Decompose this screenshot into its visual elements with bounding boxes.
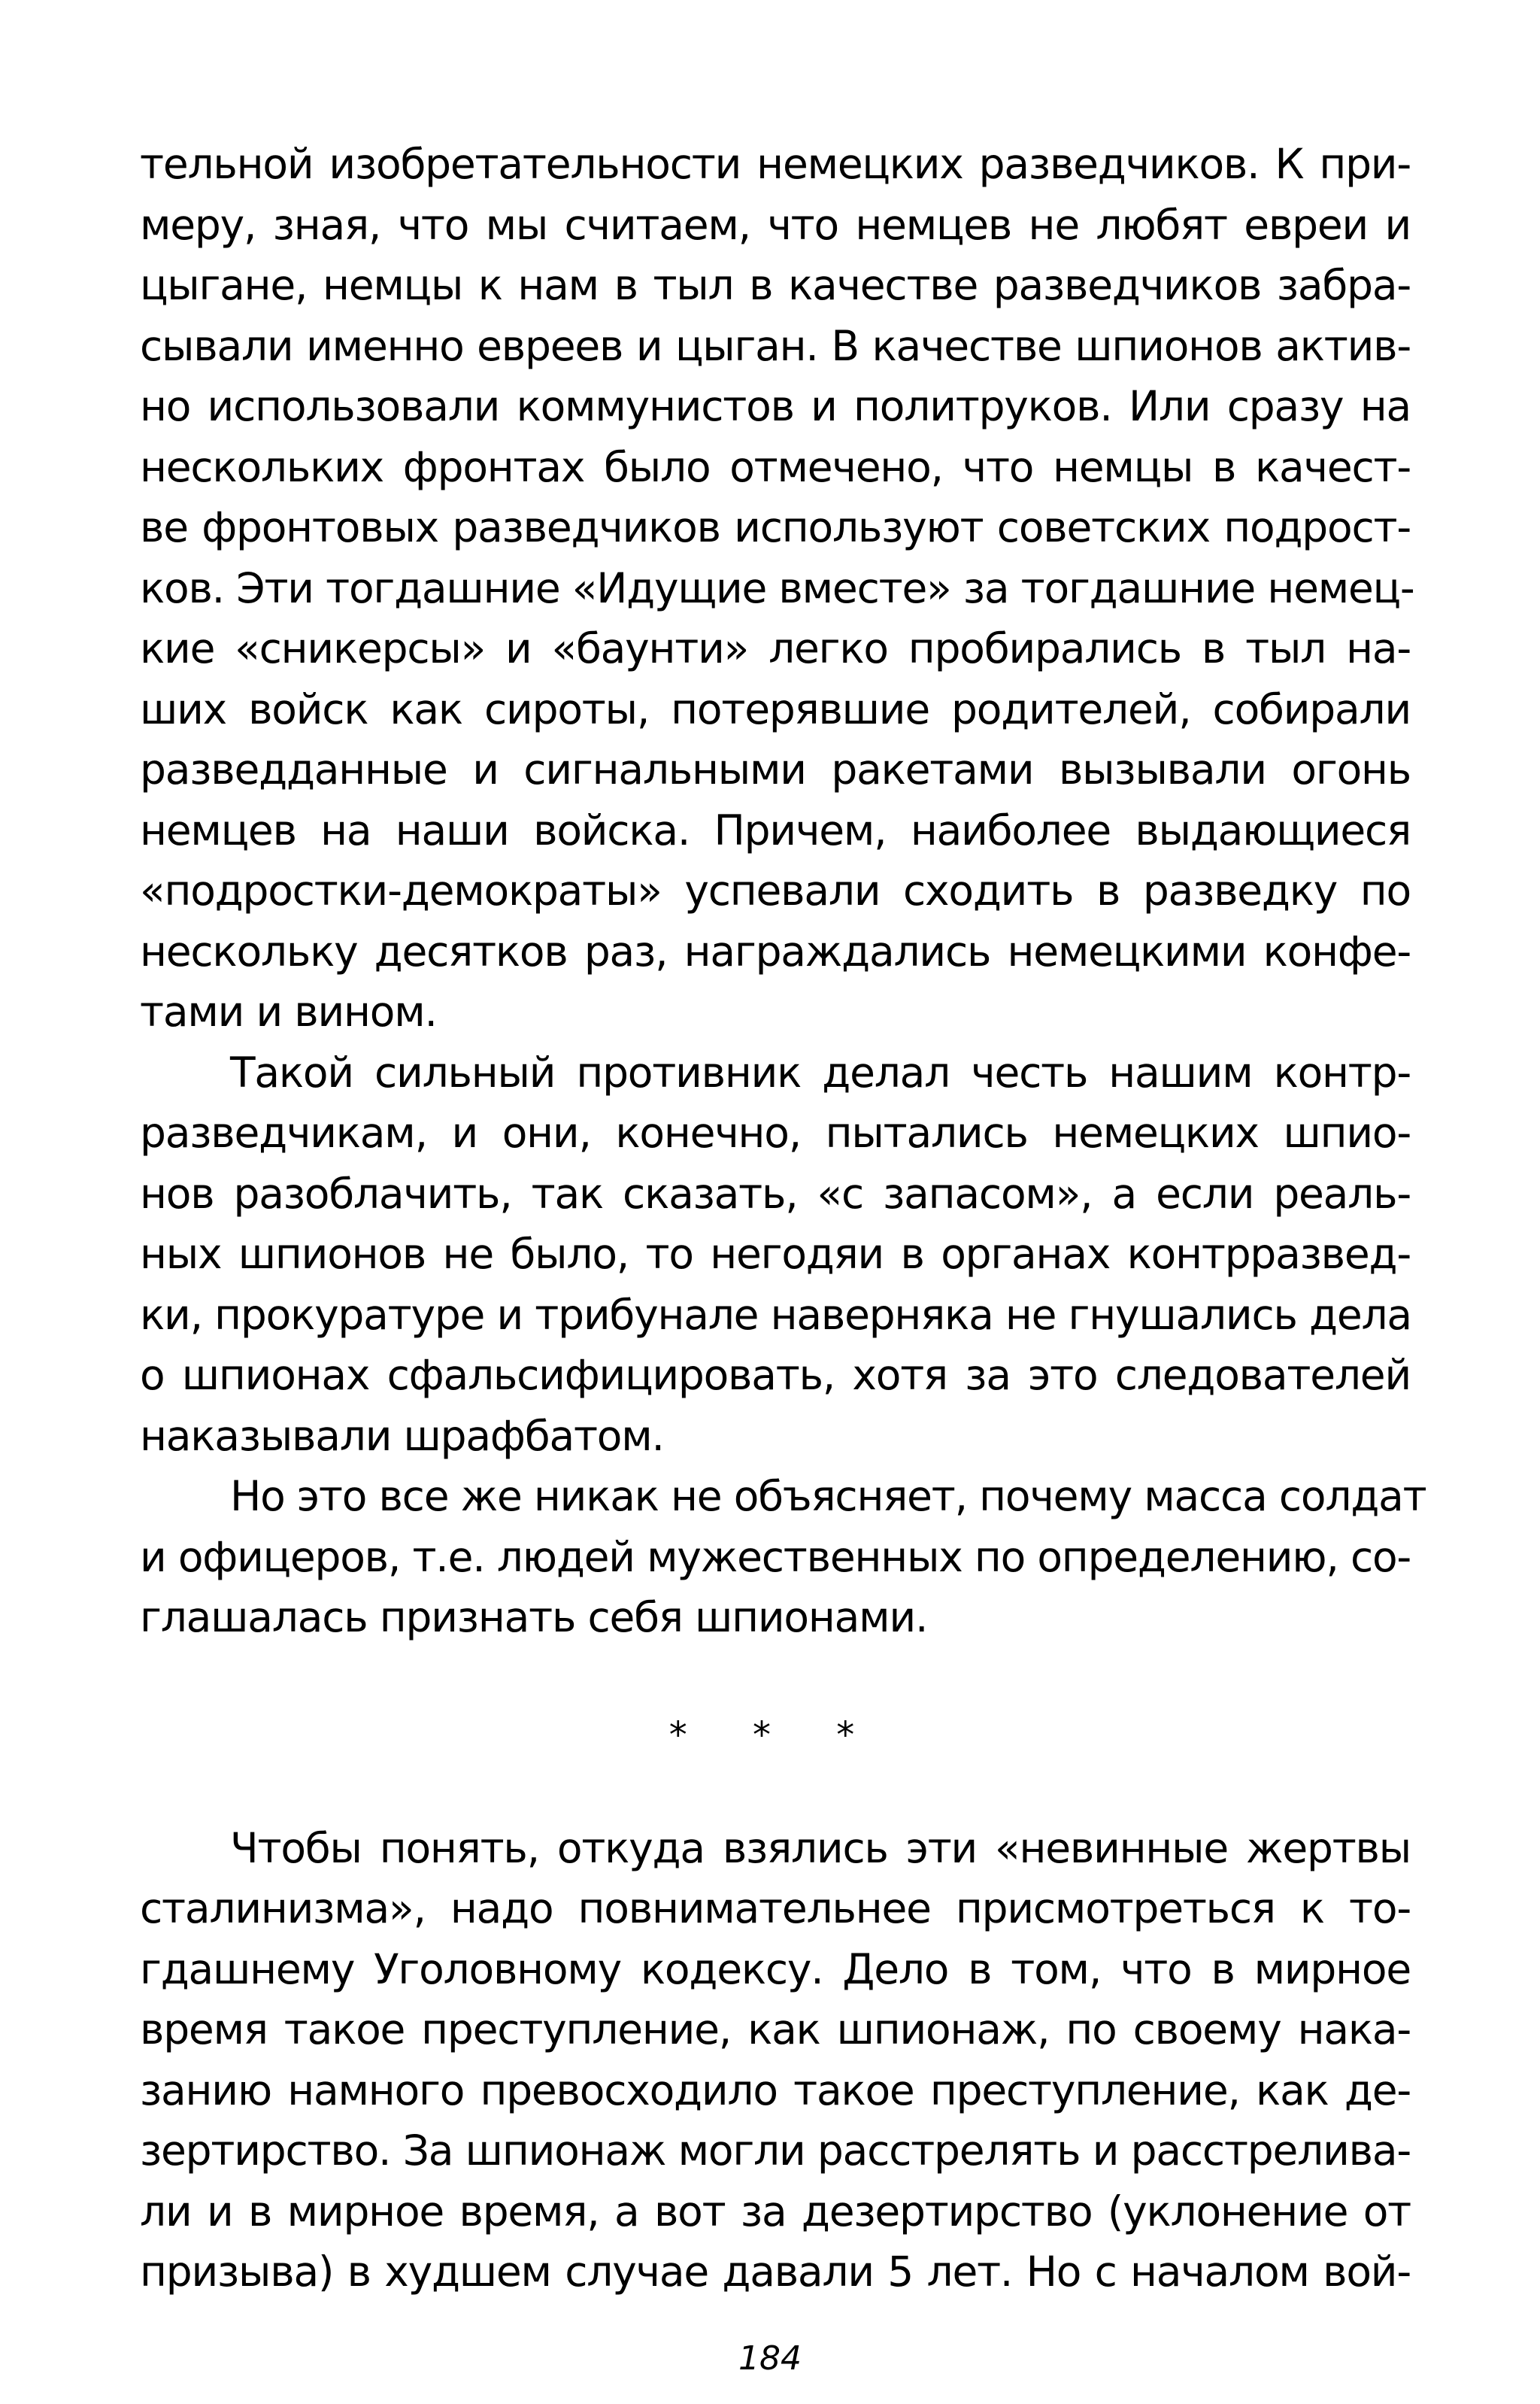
text-line: о шпионах сфальсифицировать, хотя за это следователей [140,1351,1411,1399]
text-line: разведчикам, и они, конечно, пытались немецких шпио- [140,1109,1411,1157]
paragraph [140,134,1414,1043]
page-body [140,134,1426,2302]
text-line: Но это все же никак не объясняет, почему масса солдат [230,1472,1426,1520]
text-line: гдашнему Уголовному кодексу. Дело в том, что в мирное [140,1944,1411,1993]
text-line: призыва) в худшем случае давали 5 лет. Но с началом вой- [140,2248,1411,2296]
text-line: наказывали шрафбатом. [140,1411,664,1460]
text-line: ли и в мирное время, а вот за дезертирство (уклонение от [140,2187,1411,2236]
text-line: Такой сильный противник делал честь нашим контр- [230,1048,1411,1097]
section-separator: * * * [668,1713,882,1756]
text-line: тами и вином. [140,988,437,1036]
text-line: меру, зная, что мы считаем, что немцев не любят евреи и [140,200,1411,249]
text-line: ков. Эти тогдашние «Идущие вместе» за тогдашние немец- [140,563,1414,612]
text-line: и офицеров, т.е. людей мужественных по определению, со- [140,1532,1411,1581]
paragraph [140,1818,1411,2302]
text-line: занию намного превосходило такое преступление, как де- [140,2066,1411,2114]
text-line: цыгане, немцы к нам в тыл в качестве разведчиков забра- [140,261,1411,309]
text-line: кие «сникерсы» и «баунти» легко пробирались в тыл на- [140,624,1411,672]
paragraph [140,1466,1426,1648]
text-line: нов разоблачить, так сказать, «с запасом», а если реаль- [140,1169,1411,1218]
text-line: Чтобы понять, откуда взялись эти «невинные жертвы [230,1823,1411,1872]
text-line: ших войск как сироты, потерявшие родителей, собирали [140,684,1411,733]
text-line: ки, прокуратуре и трибунале наверняка не гнушались дела [140,1290,1411,1339]
text-line: тельной изобретательности немецких разведчиков. К при- [140,140,1411,188]
text-line: немцев на наши войска. Причем, наиболее выдающиеся [140,806,1411,854]
text-line: нескольку десятков раз, награждались немецкими конфе- [140,927,1411,976]
text-line: ных шпионов не было, то негодяи в органах контрразвед- [140,1230,1411,1278]
text-line: сталинизма», надо повнимательнее присмотреться к то- [140,1884,1411,1932]
text-line: сывали именно евреев и цыган. В качестве шпионов актив- [140,321,1411,370]
text-line: разведданные и сигнальными ракетами вызывали огонь [140,745,1411,794]
page-number: 184 [738,2339,802,2378]
text-line: зертирство. За шпионаж могли расстрелять и расстрелива- [140,2126,1411,2175]
text-line: нескольких фронтах было отмечено, что немцы в качест- [140,442,1411,491]
text-line: но использовали коммунистов и политруков. Или сразу на [140,382,1411,430]
text-line: глашалась признать себя шпионами. [140,1593,928,1641]
paragraph [140,1043,1411,1467]
text-line: время такое преступление, как шпионаж, по своему нака- [140,2005,1411,2053]
text-line: ве фронтовых разведчиков используют советских подрост- [140,503,1411,551]
text-line: «подростки-демократы» успевали сходить в разведку по [140,867,1411,915]
